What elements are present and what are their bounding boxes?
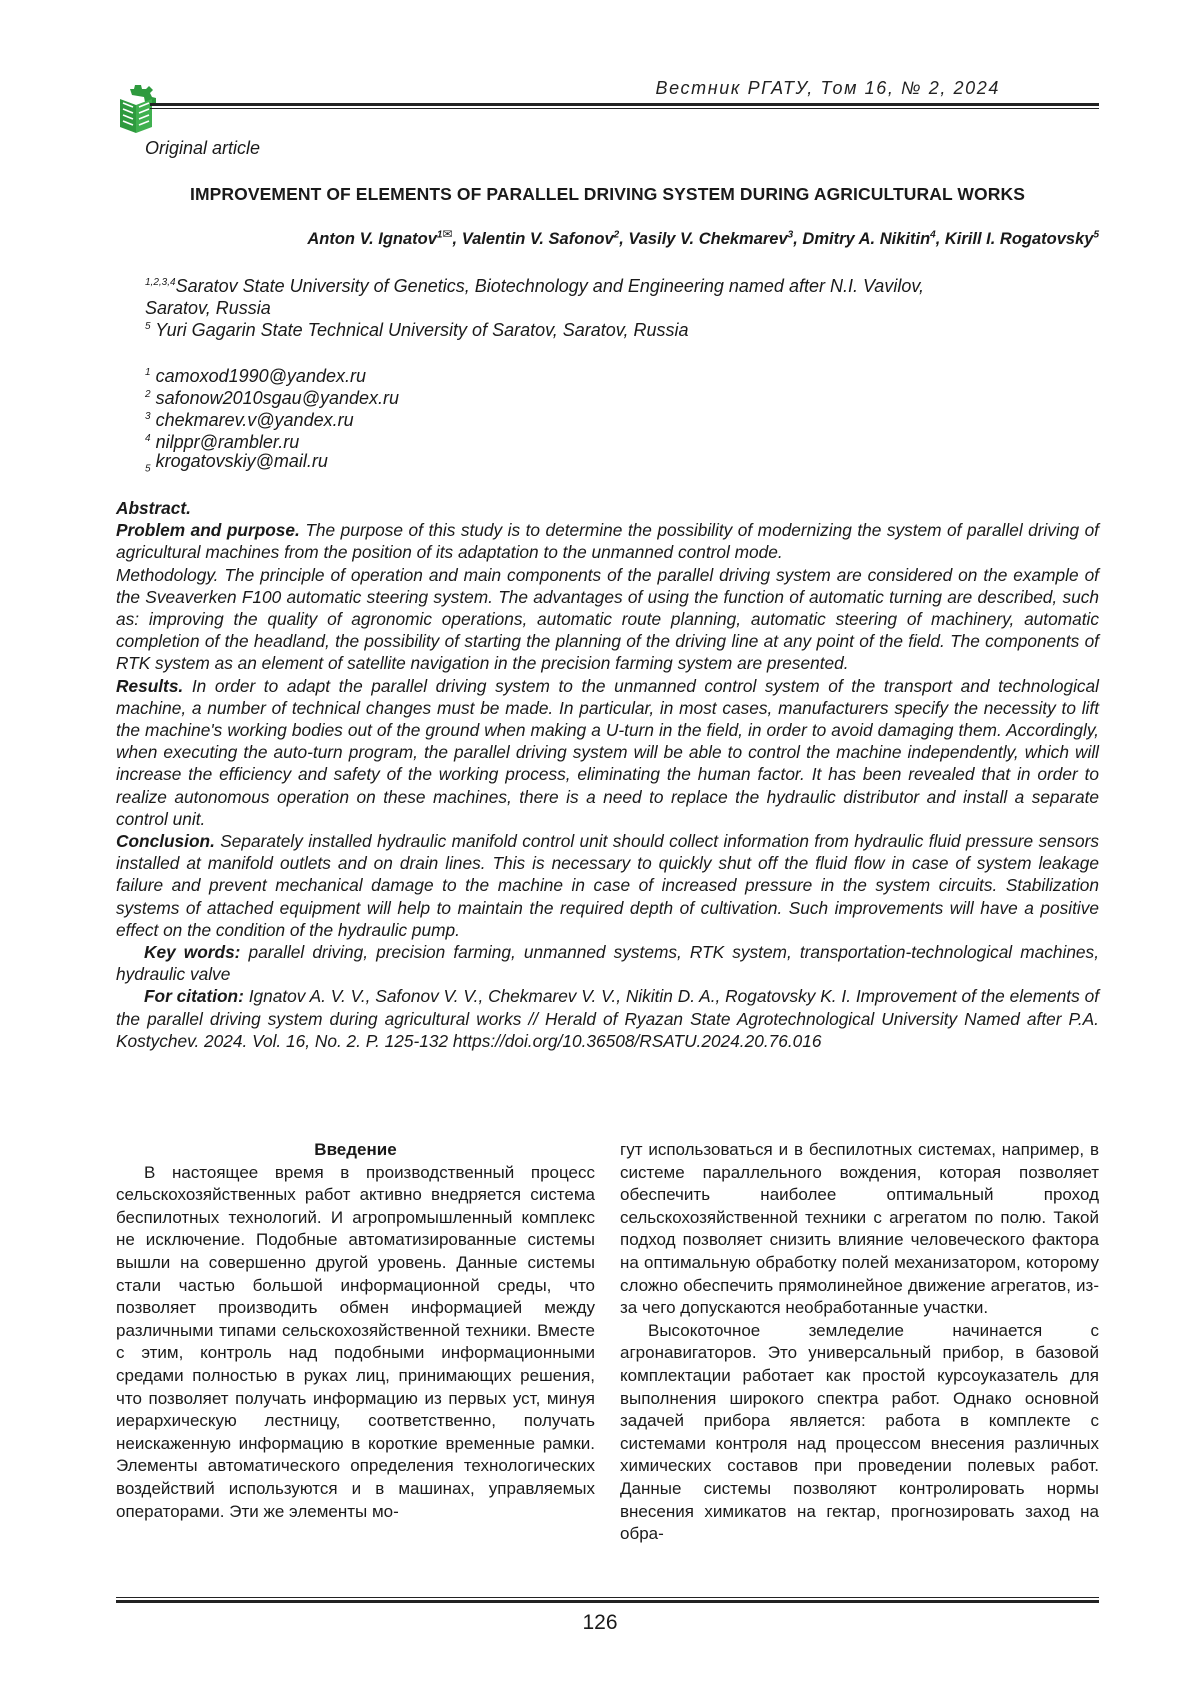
keywords-text: parallel driving, precision farming, unmanned systems, RTK system, transportation-technological machines, hydraulic valve <box>116 942 1099 985</box>
affiliation-text: Saratov, Russia <box>145 298 271 318</box>
citation-label: For citation: <box>144 986 244 1007</box>
results-text: In order to adapt the parallel driving system to the unmanned control system of the transport and technological machine, a number of technical changes must be made. In particular, in most cases, manufacturers specify the necessity to lift the machine's working bodies out of the ground when making a U-turn in the field, in order to avoid damaging them. Accordingly, when executing the auto-turn program, the parallel driving system will be able to control the machine independently, which will increase the efficiency and safety of the working process, eliminating the human factor. It has been revealed that in order to realize autonomous operation on these machines, there is a need to replace the hydraulic distributor and install a separate control unit. <box>116 675 1099 829</box>
conclusion-text: Separately installed hydraulic manifold control unit should collect information from hydraulic fluid pressure sensors installed at manifold outlets and on drain lines. This is necessary to quickly shut off the fluid flow in case of system leakage failure and prevent mechanical damage to the machine in case of increased pressure in the system circuits. Stabilization systems of attached equipment will help to maintain the required depth of cultivation. Such improvements will have a positive effect on the condition of the hydraulic pump. <box>116 831 1099 940</box>
conclusion-label: Conclusion. <box>116 831 215 852</box>
journal-logo-icon <box>116 83 160 135</box>
affiliation-text: Yuri Gagarin State Technical University of Saratov, Saratov, Russia <box>155 320 689 340</box>
body-paragraph: В настоящее время в производственный процесс сельскохозяйственных работ активно внедряется система беспилотных технологий. И агропромышленный комплекс не исключение. Подобные автоматизированные системы вышли на совершенно другой уровень. Данные системы стали частью большой информационной среды, что позволяет производить обмен информацией между различными типами сельскохозяйственной техники. Вместе с этим, контроль над подобными информационными средами полностью в руках лиц, принимающих решения, что позволяет получать информацию из первых уст, минуя иерархическую лестницу, соответственно, получать неискаженную информацию в короткие временные рамки. Элементы автоматического определения технологических воздействий используются и в машинах, управляемых операторами. Эти же элементы мо- <box>116 1162 595 1521</box>
author-sup: 1 <box>436 229 443 241</box>
section-heading: Введение <box>314 1140 397 1159</box>
author-list: Anton V. Ignatov$^1$✉, Valentin V. Safonov$^2$, Vasily V. Chekmarev$^3$, Dmitry A. Nikitin$^4$, Kirill I. Rogatovsky$^5$ <box>307 227 1099 248</box>
author-name: Anton V. Ignatov <box>307 230 437 248</box>
article-type: Original article <box>145 138 261 158</box>
header-rule-thick <box>150 103 1099 106</box>
email-address: safonow2010sgau@yandex.ru <box>155 388 400 408</box>
email-sup: 1 <box>145 367 151 378</box>
email-sup: 3 <box>145 411 151 422</box>
purpose-text: The purpose of this study is to determine the possibility of modernizing the system of parallel driving of agricultural machines from the position of its adaptation to the unmanned control mode. <box>116 520 1099 563</box>
email-sup: 2 <box>145 389 151 400</box>
body-column-left <box>116 1139 595 1523</box>
methodology-text: Methodology. The principle of operation and main components of the parallel driving system are considered on the example of the Sveaverken F100 automatic steering system. The advantages of using the function of automatic turning are described, such as: improving the quality of agronomic operations, automatic route planning, automatic steering of machinery, automatic completion of the headland, the possibility of starting the planning of the driving line at any point of the field. The components of RTK system as an element of satellite navigation in the precision farming system are presented. <box>116 564 1099 674</box>
email-5 <box>145 450 1045 481</box>
body-column-right <box>620 1139 1099 1546</box>
purpose-label: Problem and purpose. <box>116 520 300 541</box>
author-name: Valentin V. Safonov <box>461 230 614 248</box>
author-name: Kirill I. Rogatovsky <box>944 230 1094 248</box>
author-sup: 4 <box>930 229 936 241</box>
email-sup: 5 <box>145 463 151 475</box>
affiliation-sup: 1,2,3,4 <box>145 277 176 288</box>
keywords-label: Key words: <box>144 942 241 963</box>
affiliation-1 <box>145 272 1045 319</box>
author-sup: 5 <box>1093 229 1099 241</box>
footer-rule-thick <box>116 1600 1099 1603</box>
affiliation-text: Saratov State University of Genetics, Biotechnology and Engineering named after N.I. Vavilov, <box>175 276 924 296</box>
journal-header: Вестник РГАТУ, Том 16, № 2, 2024 <box>655 78 1000 98</box>
author-sup: 2 <box>613 229 620 241</box>
email-sup: 4 <box>145 433 151 444</box>
page-number: 126 <box>582 1611 618 1634</box>
author-name: Dmitry A. Nikitin <box>802 230 931 248</box>
affiliation-2 <box>145 316 1045 341</box>
email-address: nilppr@rambler.ru <box>155 432 300 452</box>
author-name: Vasily V. Chekmarev <box>628 230 788 248</box>
body-paragraph: гут использоваться и в беспилотных системах, например, в системе параллельного вождения, которая позволяет обеспечить наиболее оптимальный проход сельскохозяйственной техники с агрегатом по полю. Такой подход позволяет снизить влияние человеческого фактора на оптимальную обработку полей механизатором, которому сложно обеспечить прямолинейное движение агрегатов, из-за чего допускаются необработанные участки. <box>620 1140 1099 1318</box>
citation-text: Ignatov A. V. V., Safonov V. V., Chekmarev V. V., Nikitin D. A., Rogatovsky K. I. Improvement of the elements of the parallel driving system during agricultural works // Herald of Ryazan State Agrotechnological University Named after P.A. Kostychev. 2024. Vol. 16, No. 2. P. 125-132 https://doi.org/10.36508/RSATU.2024.20.76.016 <box>116 986 1099 1051</box>
author-sup: 3 <box>787 229 794 241</box>
header-rule-thin <box>150 108 1099 109</box>
abstract-heading: Abstract. <box>116 498 191 518</box>
article-title: IMPROVEMENT OF ELEMENTS OF PARALLEL DRIVING SYSTEM DURING AGRICULTURAL WORKS <box>190 184 1025 204</box>
email-address: chekmarev.v@yandex.ru <box>155 410 354 430</box>
body-paragraph: Высокоточное земледелие начинается с агронавигаторов. Это универсальный прибор, в базовой комплектации работает как простой курсоуказатель для выполнения широкого спектра работ. Однако основной задачей прибора является: работа в комплекте с системами контроля над процессом внесения различных химических составов при проведении полевых работ. Данные системы позволяют контролировать нормы внесения химикатов на гектар, прогнозировать заход на обра- <box>620 1320 1099 1544</box>
results-label: Results. <box>116 675 184 696</box>
affiliation-sup: 5 <box>145 321 151 332</box>
email-address: camoxod1990@yandex.ru <box>155 366 366 386</box>
abstract <box>116 497 1099 1052</box>
email-address: krogatovskiy@mail.ru <box>155 451 328 471</box>
envelope-icon: ✉ <box>442 227 453 241</box>
footer-rule-thin <box>116 1597 1099 1598</box>
